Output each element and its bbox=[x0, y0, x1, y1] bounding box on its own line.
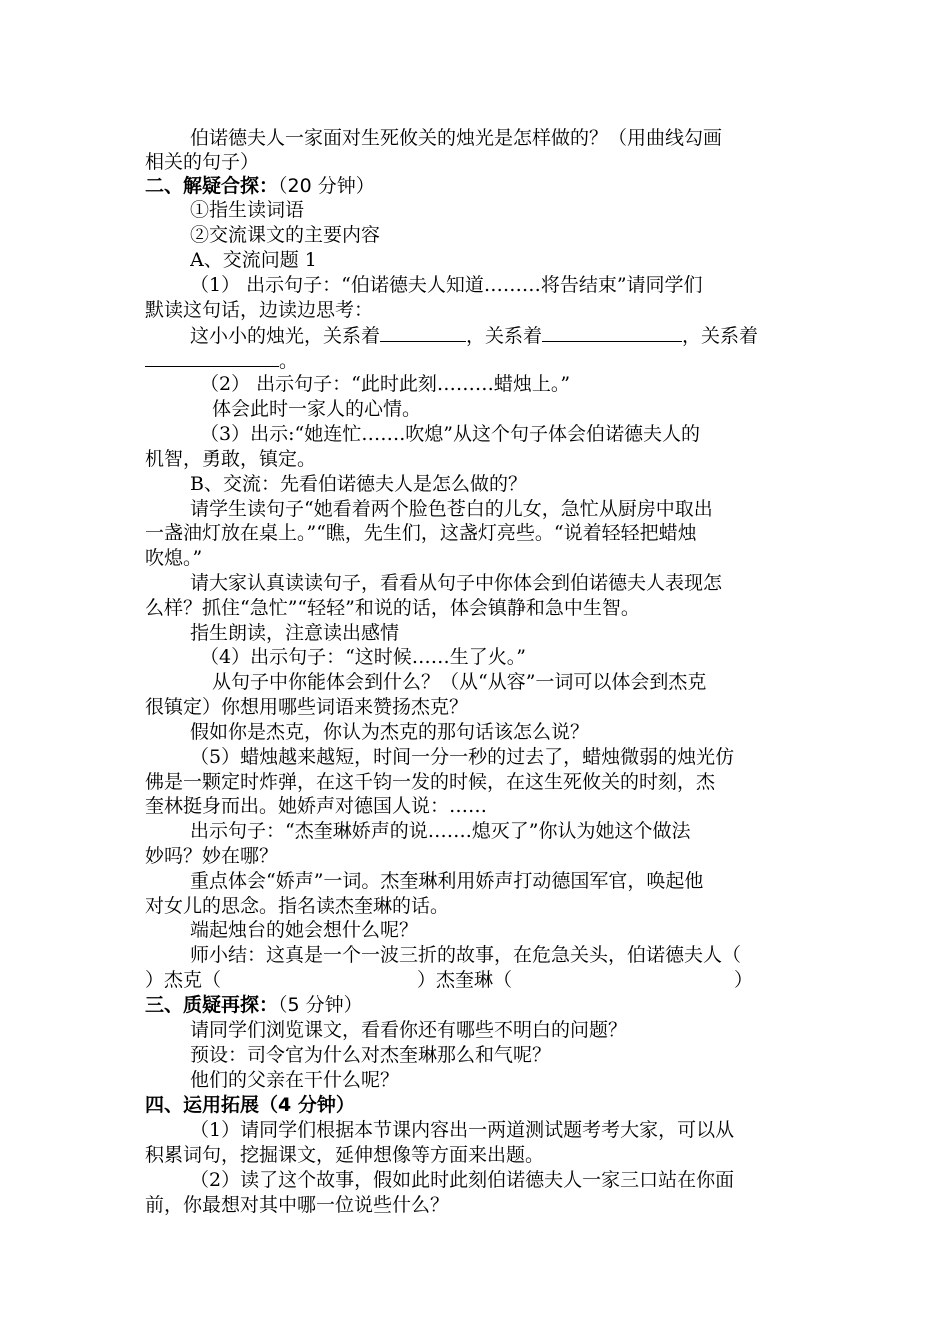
text-line: （1）请同学们根据本节课内容出一两道测试题考考大家，可以从 bbox=[190, 1119, 735, 1141]
text-line: B、交流：先看伯诺德夫人是怎么做的？ bbox=[190, 473, 527, 495]
text-line: （2）读了这个故事，假如此时此刻伯诺德夫人一家三口站在你面 bbox=[190, 1169, 735, 1191]
fill-blank-line bbox=[145, 348, 810, 372]
text-line: 从句子中你能体会到什么？（从“从容”一词可以体会到杰克 bbox=[212, 671, 707, 693]
answer-blank bbox=[145, 348, 279, 367]
section-heading-4: 四、运用拓展（4 分钟） bbox=[145, 1094, 355, 1116]
section-heading-title: 三、质疑再探： bbox=[145, 994, 279, 1016]
text-line: 奎林挺身而出。她娇声对德国人说：…… bbox=[145, 795, 488, 817]
text-line: 机智，勇敢，镇定。 bbox=[145, 448, 317, 470]
blank-connector: ，关系着 bbox=[682, 325, 759, 347]
answer-blank bbox=[542, 323, 682, 342]
text-line: 积累词句，挖掘课文，延伸想像等方面来出题。 bbox=[145, 1144, 545, 1166]
blank-label: ）杰克（ bbox=[145, 969, 222, 991]
text-line: （1） 出示句子：“伯诺德夫人知道………将告结束”请同学们 bbox=[190, 274, 703, 296]
section-heading-time: （5 分钟） bbox=[278, 994, 363, 1016]
text-line: （4）出示句子：“这时候……生了火。” bbox=[200, 646, 527, 668]
text-line: 很镇定）你想用哪些词语来赞扬杰克？ bbox=[145, 696, 469, 718]
text-line: 妙吗？妙在哪？ bbox=[145, 845, 279, 867]
text-line: 重点体会“娇声”一词。杰奎琳利用娇声打动德国军官，唤起他 bbox=[190, 870, 704, 892]
text-line: 相关的句子） bbox=[145, 151, 260, 173]
text-line: 请同学们浏览课文，看看你还有哪些不明白的问题？ bbox=[190, 1019, 628, 1041]
blank-prefix: 这小小的烛光，关系着 bbox=[190, 325, 381, 347]
text-line: 师小结：这真是一个一波三折的故事，在危急关头，伯诺德夫人（ bbox=[190, 944, 742, 966]
text-line: 端起烛台的她会想什么呢？ bbox=[190, 919, 419, 941]
text-line: 出示句子：“杰奎琳娇声的说…….熄灭了”你认为她这个做法 bbox=[190, 820, 691, 842]
text-line: 伯诺德夫人一家面对生死攸关的烛光是怎样做的？（用曲线勾画 bbox=[190, 127, 723, 149]
text-line: 一盏油灯放在桌上。”“瞧，先生们，这盏灯亮些。“说着轻轻把蜡烛 bbox=[145, 522, 697, 544]
text-line: ①指生读词语 bbox=[190, 199, 305, 221]
blank-label: ）杰奎琳（ bbox=[417, 969, 513, 991]
text-line: （3）出示:“她连忙…….吹熄”从这个句子体会伯诺德夫人的 bbox=[200, 423, 700, 445]
text-line: 佛是一颗定时炸弹，在这千钧一发的时候，在这生死攸关的时刻，杰 bbox=[145, 771, 716, 793]
text-line: 指生朗读，注意读出感情 bbox=[190, 622, 400, 644]
section-heading-3 bbox=[145, 993, 810, 1017]
summary-blank-line bbox=[145, 968, 810, 992]
text-line: 默读这句话，边读边思考： bbox=[145, 299, 374, 321]
fill-blank-line bbox=[190, 323, 810, 347]
text-line: 假如你是杰克，你认为杰克的那句话该怎么说？ bbox=[190, 721, 590, 743]
text-line: 预设：司令官为什么对杰奎琳那么和气呢？ bbox=[190, 1044, 552, 1066]
text-line: 对女儿的思念。指名读杰奎琳的话。 bbox=[145, 895, 450, 917]
text-line: 请大家认真读读句子，看看从句子中你体会到伯诺德夫人表现怎 bbox=[190, 572, 723, 594]
section-heading-2 bbox=[145, 174, 810, 198]
text-line: 前，你最想对其中哪一位说些什么？ bbox=[145, 1194, 450, 1216]
text-line: （2） 出示句子：“此时此刻………蜡烛上。” bbox=[200, 373, 571, 395]
text-line: 体会此时一家人的心情。 bbox=[212, 398, 422, 420]
text-line: 请学生读句子“她看着两个脸色苍白的儿女，急忙从厨房中取出 bbox=[190, 498, 713, 520]
text-line: （5）蜡烛越来越短，时间一分一秒的过去了，蜡烛微弱的烛光仿 bbox=[190, 746, 735, 768]
answer-blank bbox=[380, 323, 466, 342]
blank-suffix: 。 bbox=[279, 350, 299, 372]
text-line: 吹熄。” bbox=[145, 547, 203, 569]
section-heading-time: （20 分钟） bbox=[278, 175, 375, 197]
text-line: A、交流问题 1 bbox=[190, 249, 317, 271]
blank-label: ） bbox=[734, 969, 754, 991]
section-heading-title: 二、解疑合探： bbox=[145, 175, 279, 197]
text-line: ②交流课文的主要内容 bbox=[190, 224, 381, 246]
text-line: 么样？抓住“急忙”“轻轻”和说的话，体会镇静和急中生智。 bbox=[145, 597, 640, 619]
text-line: 他们的父亲在干什么呢？ bbox=[190, 1069, 400, 1091]
blank-connector: ，关系着 bbox=[466, 325, 543, 347]
